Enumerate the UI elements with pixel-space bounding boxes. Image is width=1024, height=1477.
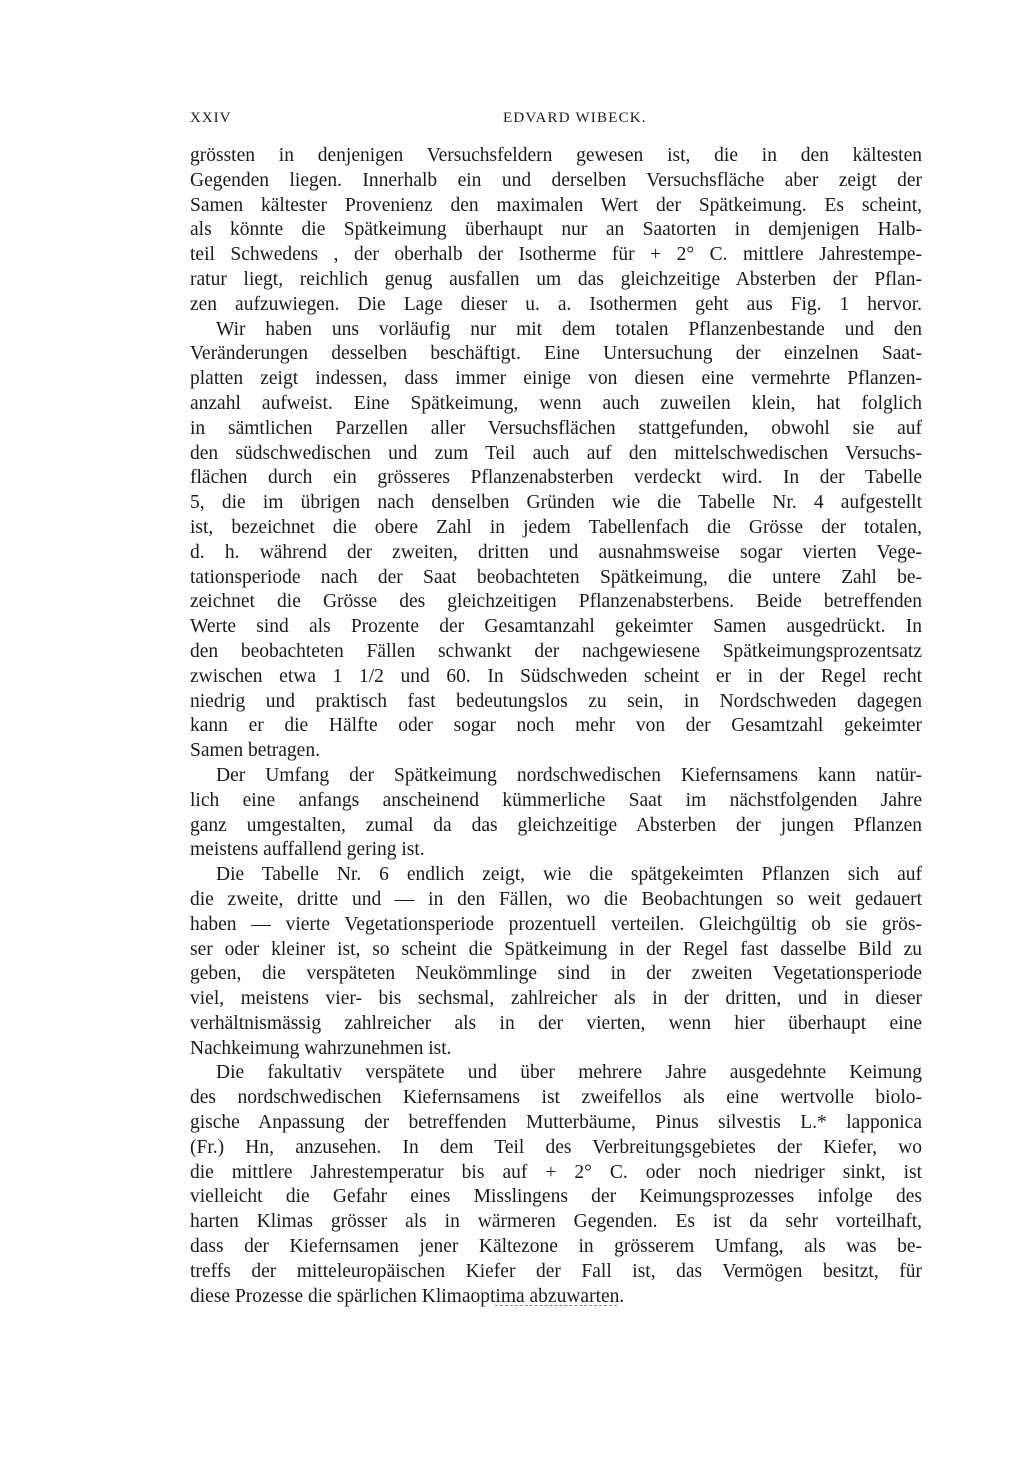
text-line: gische Anpassung der betreffenden Mutterbäume, Pinus silvestis L.* lapponica	[190, 1112, 922, 1134]
running-head: EDVARD WIBECK.	[503, 110, 647, 126]
text-line: zen aufzuwiegen. Die Lage dieser u. a. Isothermen geht aus Fig. 1 hervor.	[190, 293, 922, 315]
text-line: d. h. während der zweiten, dritten und ausnahmsweise sogar vierten Vege-	[190, 541, 922, 563]
text-line: diese Prozesse die spärlichen Klimaoptima abzuwarten.	[190, 1285, 625, 1307]
text-line: Die Tabelle Nr. 6 endlich zeigt, wie die spätgekeimten Pflanzen sich auf	[216, 864, 922, 886]
text-line: geben, die verspäteten Neukömmlinge sind in der zweiten Vegetationsperiode	[190, 963, 922, 985]
text-line: meistens auffallend gering ist.	[190, 839, 425, 861]
text-line: zwischen etwa 1 1/2 und 60. In Südschweden scheint er in der Regel recht	[190, 665, 922, 687]
text-line: 5, die im übrigen nach denselben Gründen wie die Tabelle Nr. 4 aufgestellt	[190, 492, 922, 514]
text-line: ganz umgestalten, zumal da das gleichzeitige Absterben der jungen Pflanzen	[190, 814, 922, 836]
text-line: zeichnet die Grösse des gleichzeitigen Pflanzenabsterbens. Beide betreffenden	[190, 591, 922, 613]
page-header	[190, 110, 920, 136]
text-line: die zweite, dritte und — in den Fällen, wo die Beobachtungen so weit gedauert	[190, 888, 922, 910]
text-line: platten zeigt indessen, dass immer einige von diesen eine vermehrte Pflanzen-	[190, 368, 922, 390]
text-line: Veränderungen desselben beschäftigt. Eine Untersuchung der einzelnen Saat-	[190, 343, 922, 365]
text-line: niedrig und praktisch fast bedeutungslos zu sein, in Nordschweden dagegen	[190, 690, 922, 712]
text-line: in sämtlichen Parzellen aller Versuchsflächen stattgefunden, obwohl sie auf	[190, 417, 922, 439]
text-line: den südschwedischen und zum Teil auch auf den mittelschwedischen Versuchs-	[190, 442, 922, 464]
text-line: Gegenden liegen. Innerhalb ein und derselben Versuchsfläche aber zeigt der	[190, 169, 922, 191]
text-line: (Fr.) Hn, anzusehen. In dem Teil des Verbreitungsgebietes der Kiefer, wo	[190, 1136, 922, 1158]
text-line: Der Umfang der Spätkeimung nordschwedischen Kiefernsamens kann natür-	[216, 764, 922, 786]
text-line: Die fakultativ verspätete und über mehrere Jahre ausgedehnte Keimung	[216, 1062, 922, 1084]
text-line: teil Schwedens , der oberhalb der Isotherme für + 2° C. mittlere Jahrestempe-	[190, 244, 922, 266]
text-line: Samen kältester Provenienz den maximalen Wert der Spätkeimung. Es scheint,	[190, 194, 922, 216]
text-line: harten Klimas grösser als in wärmeren Gegenden. Es ist da sehr vorteilhaft,	[190, 1211, 922, 1233]
text-line: anzahl aufweist. Eine Spätkeimung, wenn auch zuweilen klein, hat folglich	[190, 392, 922, 414]
text-line: als könnte die Spätkeimung überhaupt nur an Saatorten in demjenigen Halb-	[190, 219, 922, 241]
text-line: haben — vierte Vegetationsperiode prozentuell verteilen. Gleichgültig ob sie grös-	[190, 913, 922, 935]
text-line: tationsperiode nach der Saat beobachteten Spätkeimung, die untere Zahl be-	[190, 566, 922, 588]
text-line: treffs der mitteleuropäischen Kiefer der Fall ist, das Vermögen besitzt, für	[190, 1260, 922, 1282]
text-line: ratur liegt, reichlich genug ausfallen um das gleichzeitige Absterben der Pflan-	[190, 268, 922, 290]
text-line: grössten in denjenigen Versuchsfeldern gewesen ist, die in den kältesten	[190, 145, 922, 166]
text-line: Samen betragen.	[190, 740, 320, 762]
text-line: viel, meistens vier- bis sechsmal, zahlreicher als in der dritten, und in dieser	[190, 988, 922, 1010]
text-line: Nachkeimung wahrzunehmen ist.	[190, 1037, 452, 1059]
text-line: die mittlere Jahrestemperatur bis auf + 2° C. oder noch niedriger sinkt, ist	[190, 1161, 922, 1183]
text-line: ist, bezeichnet die obere Zahl in jedem Tabellenfach die Grösse der totalen,	[190, 516, 922, 538]
text-line: dass der Kiefernsamen jener Kältezone in grösserem Umfang, als was be-	[190, 1236, 922, 1258]
text-line: Wir haben uns vorläufig nur mit dem totalen Pflanzenbestande und den	[216, 318, 922, 340]
text-line: verhältnismässig zahlreicher als in der vierten, wenn hier überhaupt eine	[190, 1012, 922, 1034]
text-line: Werte sind als Prozente der Gesamtanzahl gekeimter Samen ausgedrückt. In	[190, 616, 922, 638]
page-number: XXIV	[190, 110, 232, 126]
text-line: kann er die Hälfte oder sogar noch mehr von der Gesamtzahl gekeimter	[190, 715, 922, 737]
text-line: ser oder kleiner ist, so scheint die Spätkeimung in der Regel fast dasselbe Bild zu	[190, 938, 922, 960]
end-rule	[495, 1305, 617, 1306]
text-line: flächen durch ein grösseres Pflanzenabsterben verdeckt wird. In der Tabelle	[190, 467, 922, 489]
text-line: lich eine anfangs anscheinend kümmerliche Saat im nächstfolgenden Jahre	[190, 789, 922, 811]
text-line: vielleicht die Gefahr eines Misslingens der Keimungsprozesses infolge des	[190, 1186, 922, 1208]
body-text	[190, 144, 922, 1309]
text-line: den beobachteten Fällen schwankt der nachgewiesene Spätkeimungsprozentsatz	[190, 640, 922, 662]
text-line: des nordschwedischen Kiefernsamens ist zweifellos als eine wertvolle biolo-	[190, 1087, 922, 1109]
